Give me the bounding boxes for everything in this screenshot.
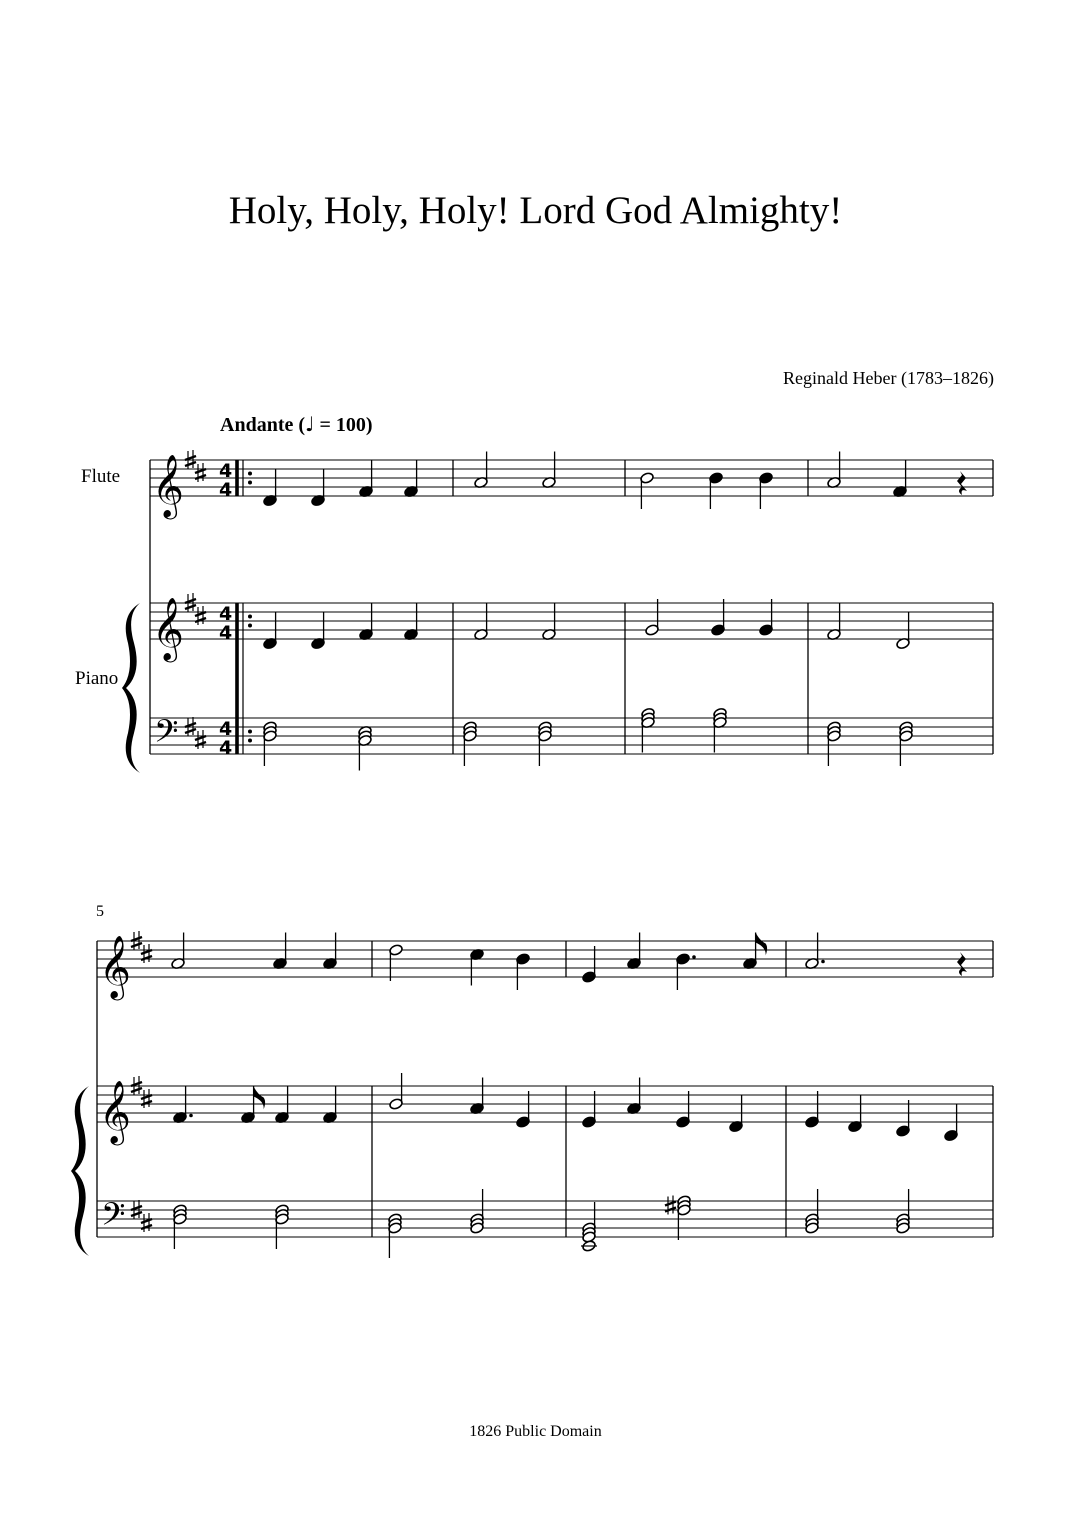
footer-copyright: 1826 Public Domain [469, 1423, 602, 1440]
sharp-icon [195, 606, 206, 625]
piano-brace-icon [71, 1086, 89, 1256]
augmentation-dot [821, 960, 825, 964]
flute-label: Flute [81, 466, 121, 487]
tempo-text: Andante ( [220, 414, 306, 436]
quarter-note-icon: ♩ [305, 412, 315, 436]
eighth-flag [254, 1087, 266, 1110]
repeat-dot [248, 472, 252, 476]
quarter-rest-icon [957, 471, 967, 495]
measure-number: 5 [96, 903, 104, 920]
repeat-dot [248, 481, 252, 485]
treble-clef-icon: 𝄞 [99, 1080, 131, 1143]
sharp-icon [141, 1213, 152, 1232]
bass-clef-icon: 𝄢 [101, 1196, 126, 1240]
sharp-icon [195, 730, 206, 749]
score-title: Holy, Holy, Holy! Lord God Almighty! [228, 189, 843, 232]
piano-brace-icon [122, 603, 140, 773]
sharp-icon [665, 1196, 676, 1215]
repeat-dot [248, 624, 252, 628]
quarter-rest-icon [957, 952, 967, 976]
time-signature-bottom: 4 [219, 479, 233, 501]
augmentation-dot [692, 955, 696, 959]
repeat-dot [248, 615, 252, 619]
repeat-dot [248, 730, 252, 734]
tempo-bpm: = 100) [314, 414, 373, 436]
augmentation-dot [189, 1114, 193, 1118]
treble-clef-icon: 𝄞 [152, 597, 184, 660]
time-signature-top: 4 [219, 718, 233, 740]
time-signature-bottom: 4 [219, 737, 233, 759]
sharp-icon [141, 1089, 152, 1108]
sharp-icon [141, 944, 152, 963]
piano-label: Piano [75, 668, 119, 689]
repeat-dot [248, 739, 252, 743]
sharp-icon [195, 463, 206, 482]
time-signature-bottom: 4 [219, 622, 233, 644]
bass-clef-icon: 𝄢 [154, 713, 179, 757]
time-signature-top: 4 [219, 460, 233, 482]
time-signature-top: 4 [219, 603, 233, 625]
composer-credit: Reginald Heber (1783–1826) [783, 368, 994, 388]
treble-clef-icon: 𝄞 [152, 454, 184, 517]
treble-clef-icon: 𝄞 [99, 935, 131, 998]
eighth-flag [756, 933, 768, 956]
